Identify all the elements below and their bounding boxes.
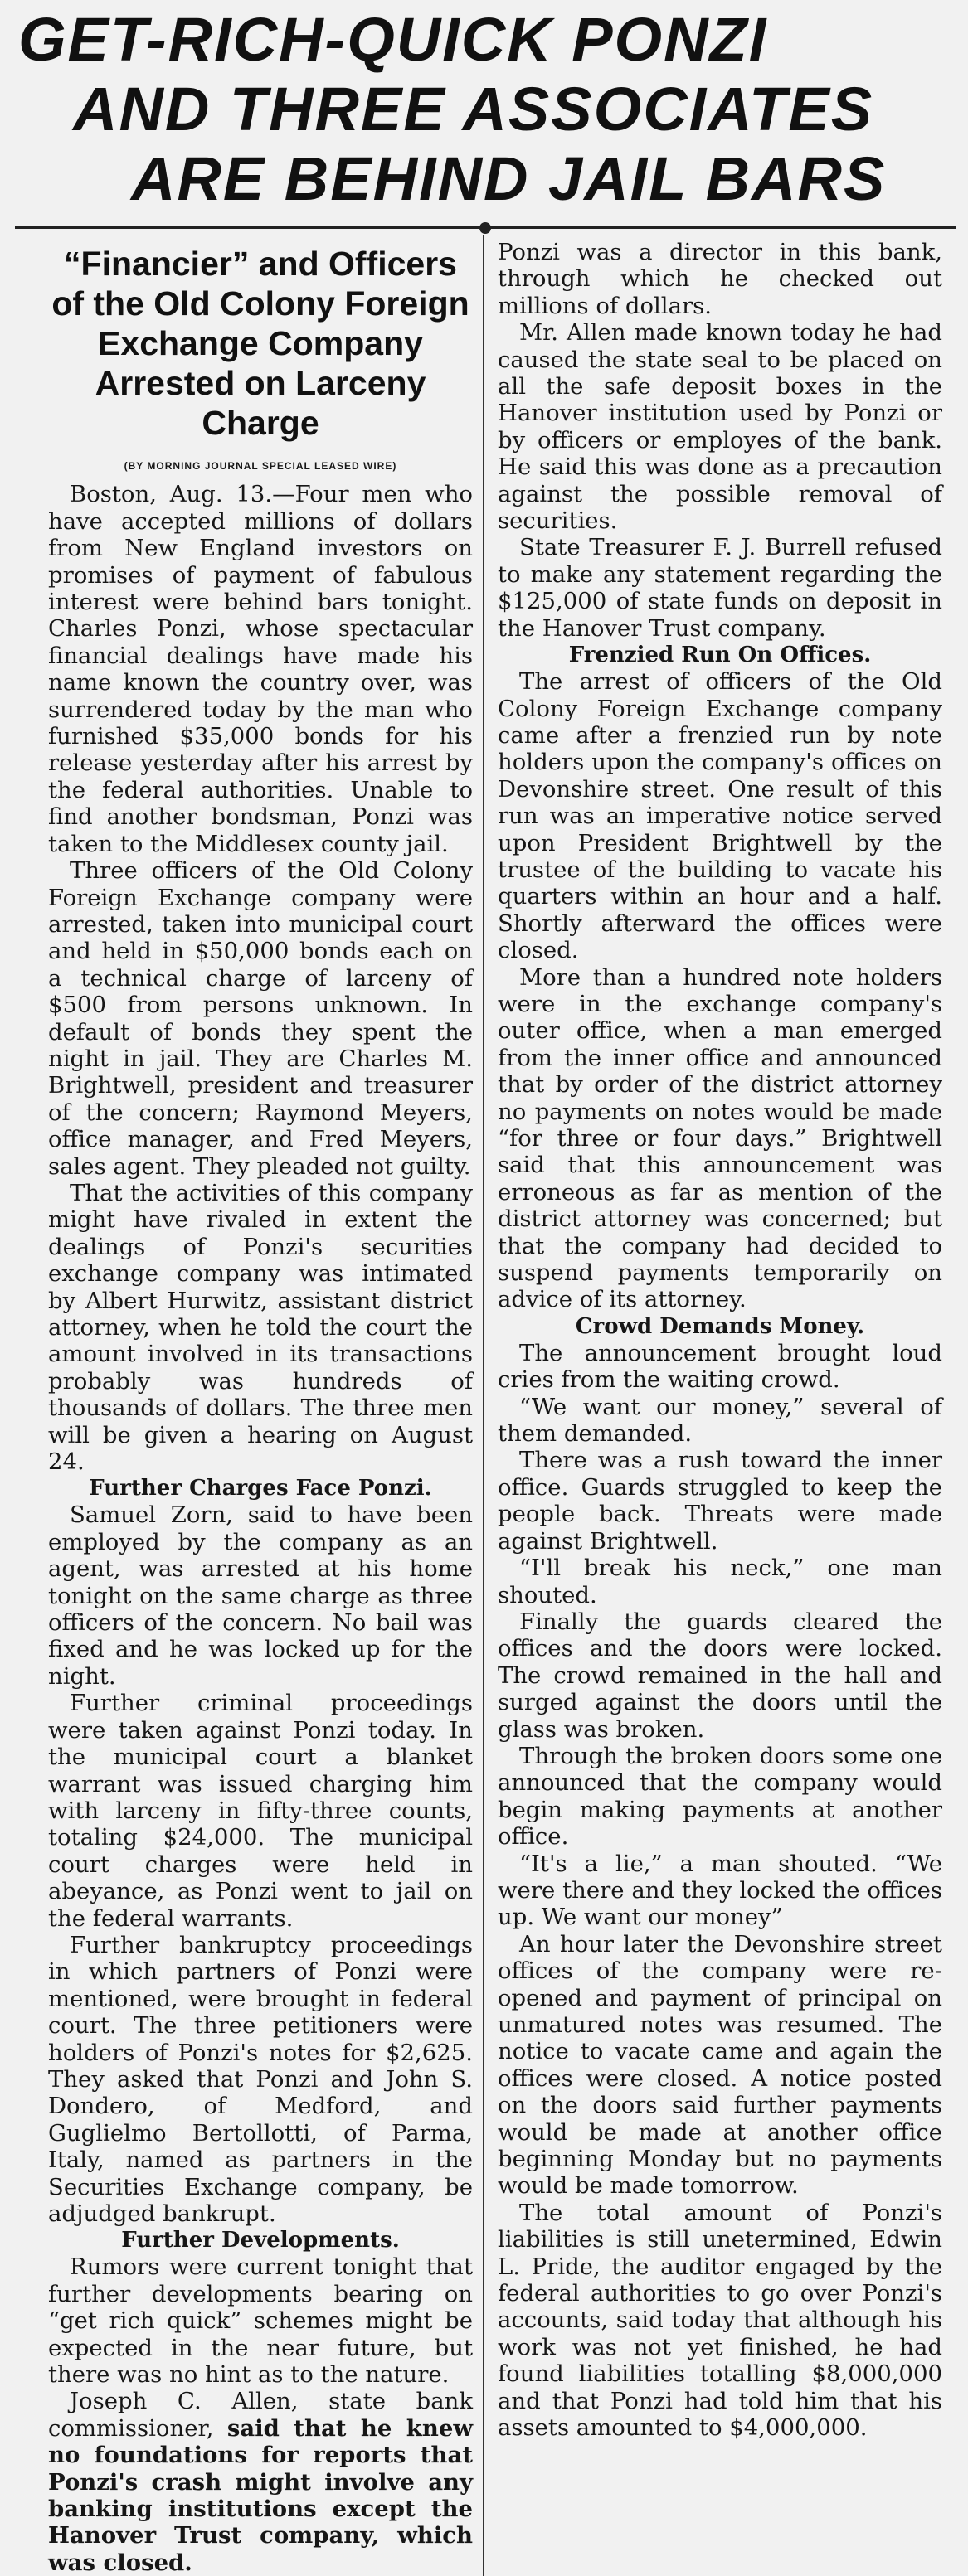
paragraph: The announcement brought loud cries from the waiting crowd. xyxy=(498,1339,942,1394)
paragraph: Further bankruptcy proceedings in which partners of Ponzi were mentioned, were brought in federal court. The three petitioners were holders of Ponzi's notes for $2,625. They asked that Ponzi and John S. Dondero, of Medford, and Guglielmo Bertollotti, of Parma, Italy, named as partners in the Securities Exchange company, be adjudged bankrupt. xyxy=(48,1931,473,2227)
paragraph: The arrest of officers of the Old Colony Foreign Exchange company came after a frenzied run by note holders upon the company's offices on Devonshire street. One result of this run was an imperative notice served upon President Brightwell by the trustee of the building to vacate his quarters within an hour and a half. Shortly afterward the offices were closed. xyxy=(498,668,942,964)
section-heading: Crowd Demands Money. xyxy=(575,1313,865,1339)
paragraph: State Treasurer F. J. Burrell refused to make any statement regarding the $125,000 of state funds on deposit in the Hanover Trust company. xyxy=(498,534,942,642)
left-column xyxy=(15,235,484,2576)
paragraph: There was a rush toward the inner office. Guards struggled to keep the people back. Threats were made against Brightwell. xyxy=(498,1447,942,1555)
paragraph-final xyxy=(48,2388,473,2576)
paragraph: An hour later the Devonshire street offices of the company were re-opened and payment of principal on unmatured notes was resumed. The notice to vacate came and again the offices were closed. A notice posted on the doors said further payments would be made at another office beginning Monday but no payments would be made tomorrow. xyxy=(498,1930,942,2200)
headline-line-1: GET-RICH-QUICK PONZI xyxy=(18,5,768,74)
paragraph: The total amount of Ponzi's liabilities is still unetermined, Edwin L. Pride, the auditor engaged by the federal authorities to go over Ponzi's accounts, said today that although his work was not yet finished, he had found liabilities totalling $8,000,000 and that Ponzi had told him that his assets amounted to $4,000,000. xyxy=(498,2199,942,2442)
section-heading: Frenzied Run On Offices. xyxy=(568,643,872,668)
headline-line-3: ARE BEHIND JAIL BARS xyxy=(131,144,887,213)
rule-ornament xyxy=(479,222,491,234)
paragraph: Samuel Zorn, said to have been employed by the company as an agent, was arrested at his home tonight on the same charge as three officers of the concern. No bail was fixed and he was locked up for the night. xyxy=(48,1501,473,1690)
paragraph: Rumors were current tonight that further developments bearing on “get rich quick” schemes might be expected in the near future, but there was no hint as to the nature. xyxy=(48,2253,473,2389)
paragraph: That the activities of this company might have rivaled in extent the dealings of Ponzi's securities exchange company was intimated by Albert Hurwitz, assistant district attorney, when he told the court the amount involved in its transactions probably was hundreds of thousands of dollars. The three men will be given a hearing on August 24. xyxy=(48,1179,473,1476)
paragraph: “I'll break his neck,” one man shouted. xyxy=(498,1555,942,1608)
headline xyxy=(15,5,956,214)
paragraph-bold-tail: said that he knew no foundations for reports that Ponzi's crash might involve any banking institutions except the Hanover Trust company, which was closed. xyxy=(48,2414,473,2576)
paragraph: More than a hundred note holders were in the exchange company's outer office, when a man emerged from the inner office and announced that by order of the district attorney no payments on notes would be made “for three or four days.” Brightwell said that this announcement was erroneous as far as mention of the district attorney was concerned; but that the company had decided to suspend payments temporarily on advice of its attorney. xyxy=(498,963,942,1313)
headline-line-2: AND THREE ASSOCIATES xyxy=(73,75,874,143)
paragraph: Through the broken doors some one announced that the company would begin making payments at another office. xyxy=(498,1742,942,1851)
right-column xyxy=(484,235,954,2576)
paragraph: Finally the guards cleared the offices and the doors were locked. The crowd remained in the hall and surged against the doors until the glass was broken. xyxy=(498,1608,942,1743)
article-columns xyxy=(15,235,956,2576)
wire-credit: (BY MORNING JOURNAL SPECIAL LEASED WIRE) xyxy=(124,460,397,472)
subheadline: “Financier” and Officers of the Old Colony Foreign Exchange Company Arrested on Larceny Charge xyxy=(51,245,469,442)
paragraph: Ponzi was a director in this bank, through which he checked out millions of dollars. xyxy=(498,239,942,319)
paragraph-start: Joseph C. Allen, state bank commissioner, xyxy=(48,2388,473,2442)
section-heading: Further Developments. xyxy=(121,2228,400,2253)
paragraph: Mr. Allen made known today he had caused the state seal to be placed on all the safe deposit boxes in the Hanover institution used by Ponzi or by officers or employes of the bank. He said this was done as a precaution against the possible removal of securities. xyxy=(498,319,942,535)
paragraph: Further criminal proceedings were taken against Ponzi today. In the municipal court a blanket warrant was issued charging him with larceny in fifty-three counts, totaling $24,000. The municipal court charges were held in abeyance, as Ponzi went to jail on the federal warrants. xyxy=(48,1690,473,1932)
paragraph: “It's a lie,” a man shouted. “We were there and they locked the offices up. We want our money” xyxy=(498,1850,942,1931)
paragraph: “We want our money,” several of them demanded. xyxy=(498,1393,942,1448)
paragraph: Three officers of the Old Colony Foreign Exchange company were arrested, taken into municipal court and held in $50,000 bonds each on a technical charge of larceny of $500 from persons unknown. In default of bonds they spent the night in jail. They are Charles M. Brightwell, president and treasurer of the concern; Raymond Meyers, office manager, and Fred Meyers, sales agent. They pleaded not guilty. xyxy=(48,857,473,1180)
section-heading: Further Charges Face Ponzi. xyxy=(89,1476,432,1501)
paragraph: Boston, Aug. 13.—Four men who have accepted millions of dollars from New England investors on promises of payment of fabulous interest were behind bars tonight. Charles Ponzi, whose spectacular financial dealings have made his name known the country over, was surrendered today by the man who furnished $35,000 bonds for his release yesterday after his arrest by the federal authorities. Unable to find another bondsman, Ponzi was taken to the Middlesex county jail. xyxy=(48,481,473,857)
